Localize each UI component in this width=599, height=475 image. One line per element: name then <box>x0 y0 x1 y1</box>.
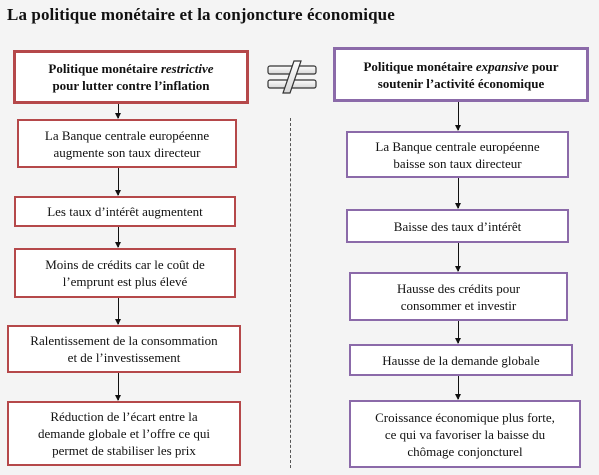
arrow-down <box>458 376 459 399</box>
left-step-3-line1: Moins de crédits car le coût de <box>45 257 205 272</box>
expansive-header-suffix: pour <box>528 58 559 74</box>
restrictive-policy-header <box>13 50 249 104</box>
restrictive-header-em: restrictive <box>160 61 214 76</box>
right-step-5 <box>349 400 581 468</box>
right-step-4-line1: Hausse de la demande globale <box>382 352 540 368</box>
expansive-header-line2: soutenir l’activité économique <box>377 75 545 91</box>
right-step-4 <box>349 344 573 376</box>
arrow-down <box>458 102 459 130</box>
arrow-down <box>118 373 119 400</box>
right-step-3-line2: consommer et investir <box>400 297 517 313</box>
left-step-3-line2: l’emprunt est plus élevé <box>62 274 188 289</box>
arrow-down <box>458 243 459 271</box>
arrow-down <box>458 321 459 343</box>
right-step-3-line1: Hausse des crédits pour <box>396 280 521 296</box>
left-step-5-line1: Réduction de l’écart entre la <box>50 409 198 424</box>
left-step-1-line2: augmente son taux directeur <box>53 144 201 160</box>
left-step-2 <box>14 196 236 227</box>
left-step-3 <box>14 248 236 298</box>
left-step-4-line1: Ralentissement de la consommation <box>30 333 218 348</box>
restrictive-header-line2: pour lutter contre l’inflation <box>52 78 210 93</box>
left-step-4 <box>7 325 241 373</box>
expansive-header-prefix: Politique monétaire <box>363 58 476 74</box>
restrictive-header-prefix: Politique monétaire <box>48 61 161 76</box>
arrow-down <box>118 298 119 324</box>
left-step-1 <box>17 119 237 168</box>
right-step-2-line1: Baisse des taux d’intérêt <box>393 218 522 234</box>
right-step-5-line1: Croissance économique plus forte, <box>375 409 555 425</box>
arrow-down <box>118 104 119 118</box>
left-step-1-line1: La Banque centrale européenne <box>44 127 210 143</box>
left-step-2-line1: Les taux d’intérêt augmentent <box>47 204 203 219</box>
left-step-5-line2: demande globale et l’offre ce qui <box>38 426 210 441</box>
not-equal-icon <box>262 60 322 94</box>
arrow-down <box>458 178 459 208</box>
arrow-down <box>118 168 119 195</box>
right-step-5-line2: ce qui va favoriser la baisse du <box>384 426 546 442</box>
right-step-1-line2: baisse son taux directeur <box>393 155 522 171</box>
expansive-policy-header <box>333 47 589 102</box>
right-step-1-line1: La Banque centrale européenne <box>375 138 540 154</box>
right-step-5-line3: chômage conjoncturel <box>407 443 523 459</box>
left-step-5-line3: permet de stabiliser les prix <box>52 443 196 458</box>
right-step-1 <box>346 131 569 178</box>
left-step-4-line2: et de l’investissement <box>67 350 181 365</box>
arrow-down <box>118 227 119 247</box>
expansive-header-em: expansive <box>475 58 529 74</box>
right-step-2 <box>346 209 569 243</box>
dashed-divider <box>290 118 291 468</box>
page-title: La politique monétaire et la conjoncture économique <box>7 5 395 24</box>
right-step-3 <box>349 272 568 321</box>
left-step-5 <box>7 401 241 466</box>
